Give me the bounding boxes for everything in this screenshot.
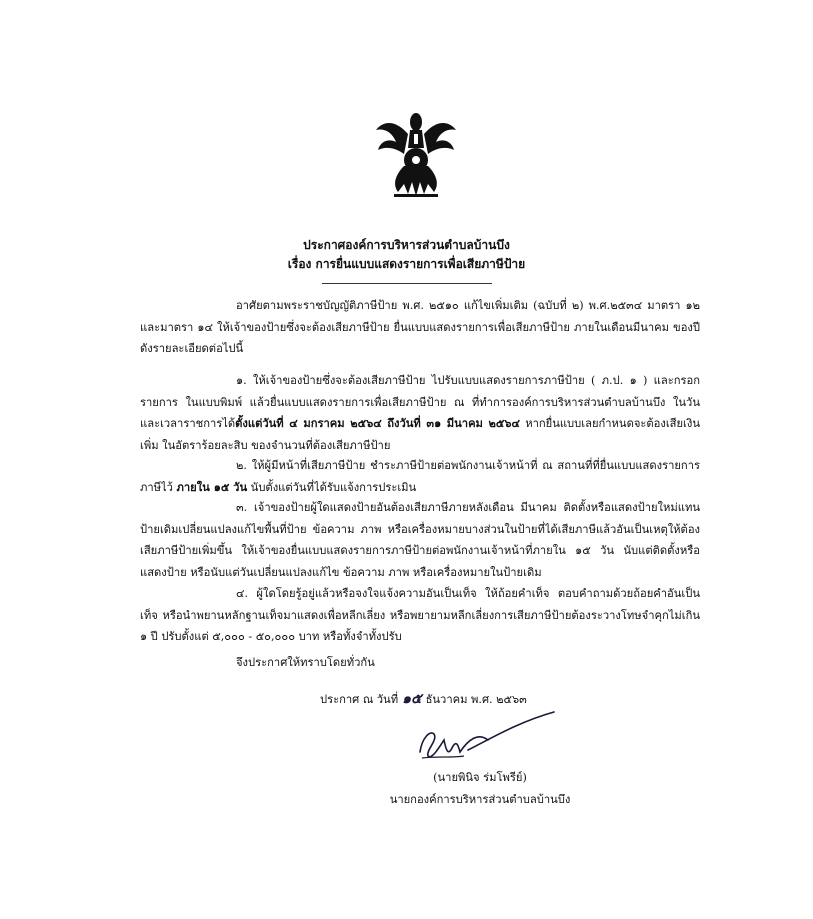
date-prefix: ประกาศ ณ วันที่	[320, 693, 399, 706]
item-2-text-a: ๒. ให้ผู้มีหน้าที่เสียภาษีป้าย ชำระภาษีป้ายต่อพนักงานเจ้าหน้าที่ ณ สถานที่ที่ยื่นแบบแสดงรายการภาษีไว้	[140, 459, 700, 494]
announcement-subject: เรื่อง การยื่นแบบแสดงรายการเพื่อเสียภาษีป้าย	[287, 257, 526, 271]
date-suffix: ธันวาคม พ.ศ. ๒๕๖๓	[425, 693, 527, 706]
announcement-date	[320, 688, 527, 710]
title-divider	[322, 283, 492, 284]
item-2-paragraph	[140, 455, 700, 498]
item-1-text-a: ๑. ให้เจ้าของป้ายซึ่งจะต้องเสียภาษีป้าย ไปรับแบบแสดงรายการภาษีป้าย ( ภ.ป. ๑ ) และกรอกรายการ ในแบบพิมพ์ แล้วยื่นแบบแสดงรายการเพื่อเสียภาษีป้าย ณ ที่ทำการองค์การบริหารส่วนตำบลบ้านบึง ในวันและเวลาราชการได้	[140, 374, 700, 430]
announcement-title: ประกาศองค์การบริหารส่วนตำบลบ้านบึง	[303, 238, 510, 252]
item-2-deadline: ภายใน ๑๕ วัน	[176, 479, 248, 494]
signer-name: (นายพินิจ ร่มโพรีย์)	[433, 771, 527, 784]
item-2-text-b: นับตั้งแต่วันที่ได้รับแจ้งการประเมิน	[247, 480, 417, 494]
item-1-text-b: หากยื่นแบบเลยกำหนดจะต้องเสียเงินเพิ่ม ในอัตราร้อยละสิบ ของจำนวนที่ต้องเสียภาษีป้าย	[140, 417, 700, 452]
signature-image	[408, 710, 558, 765]
closing-line: จึงประกาศให้ทราบโดยทั่วกัน	[236, 656, 375, 669]
date-day: ๑๕	[402, 691, 422, 707]
garuda-emblem-icon	[374, 108, 458, 200]
item-3-paragraph: ๓. เจ้าของป้ายผู้ใดแสดงป้ายอันต้องเสียภาษีภายหลังเดือน มีนาคม ติดตั้งหรือแสดงป้ายใหม่แทนป้ายเดิมเปลี่ยนแปลงแก้ไขพื้นที่ป้าย ข้อความ ภาพ หรือเครื่องหมายบางส่วนในป้ายที่ได้เสียภาษีแล้วอันเป็นเหตุให้ต้องเสียภาษีป้ายเพิ่มขึ้น ให้เจ้าของยื่นแบบแสดงรายการภาษีป้ายต่อพนักงานเจ้าหน้าที่ภายใน ๑๕ วัน นับแต่ติดตั้งหรือแสดงป้าย หรือนับแต่วันเปลี่ยนแปลงแก้ไข ข้อความ ภาพ หรือเครื่องหมายในป้ายเดิม	[140, 501, 700, 579]
item-1-deadline: ตั้งแต่วันที่ ๔ มกราคม ๒๕๖๔ ถึงวันที่ ๓๑ มีนาคม ๒๕๖๔	[235, 416, 520, 430]
item-1-paragraph	[140, 370, 700, 456]
signer-position: นายกองค์การบริหารส่วนตำบลบ้านบึง	[389, 793, 571, 806]
intro-paragraph: อาศัยตามพระราชบัญญัติภาษีป้าย พ.ศ. ๒๕๑๐ แก้ไขเพิ่มเติม (ฉบับที่ ๒) พ.ศ.๒๕๓๔ มาตรา ๑๒ และมาตรา ๑๔ ให้เจ้าของป้ายซึ่งจะต้องเสียภาษีป้าย ยื่นแบบแสดงรายการเพื่อเสียภาษีป้าย ภายในเดือนมีนาคม ของปีดังรายละเอียดต่อไปนี้	[140, 299, 700, 355]
item-4-paragraph: ๔. ผู้ใดโดยรู้อยู่แล้วหรือจงใจแจ้งความอันเป็นเท็จ ให้ถ้อยคำเท็จ ตอบคำถามด้วยถ้อยคำอันเป็นเท็จ หรือนำพยานหลักฐานเท็จมาแสดงเพื่อหลีกเลี่ยง หรือพยายามหลีกเลี่ยงการเสียภาษีป้ายต้องระวางโทษจำคุกไม่เกิน ๑ ปี ปรับตั้งแต่ ๕,๐๐๐ - ๕๐,๐๐๐ บาท หรือทั้งจำทั้งปรับ	[140, 587, 700, 643]
